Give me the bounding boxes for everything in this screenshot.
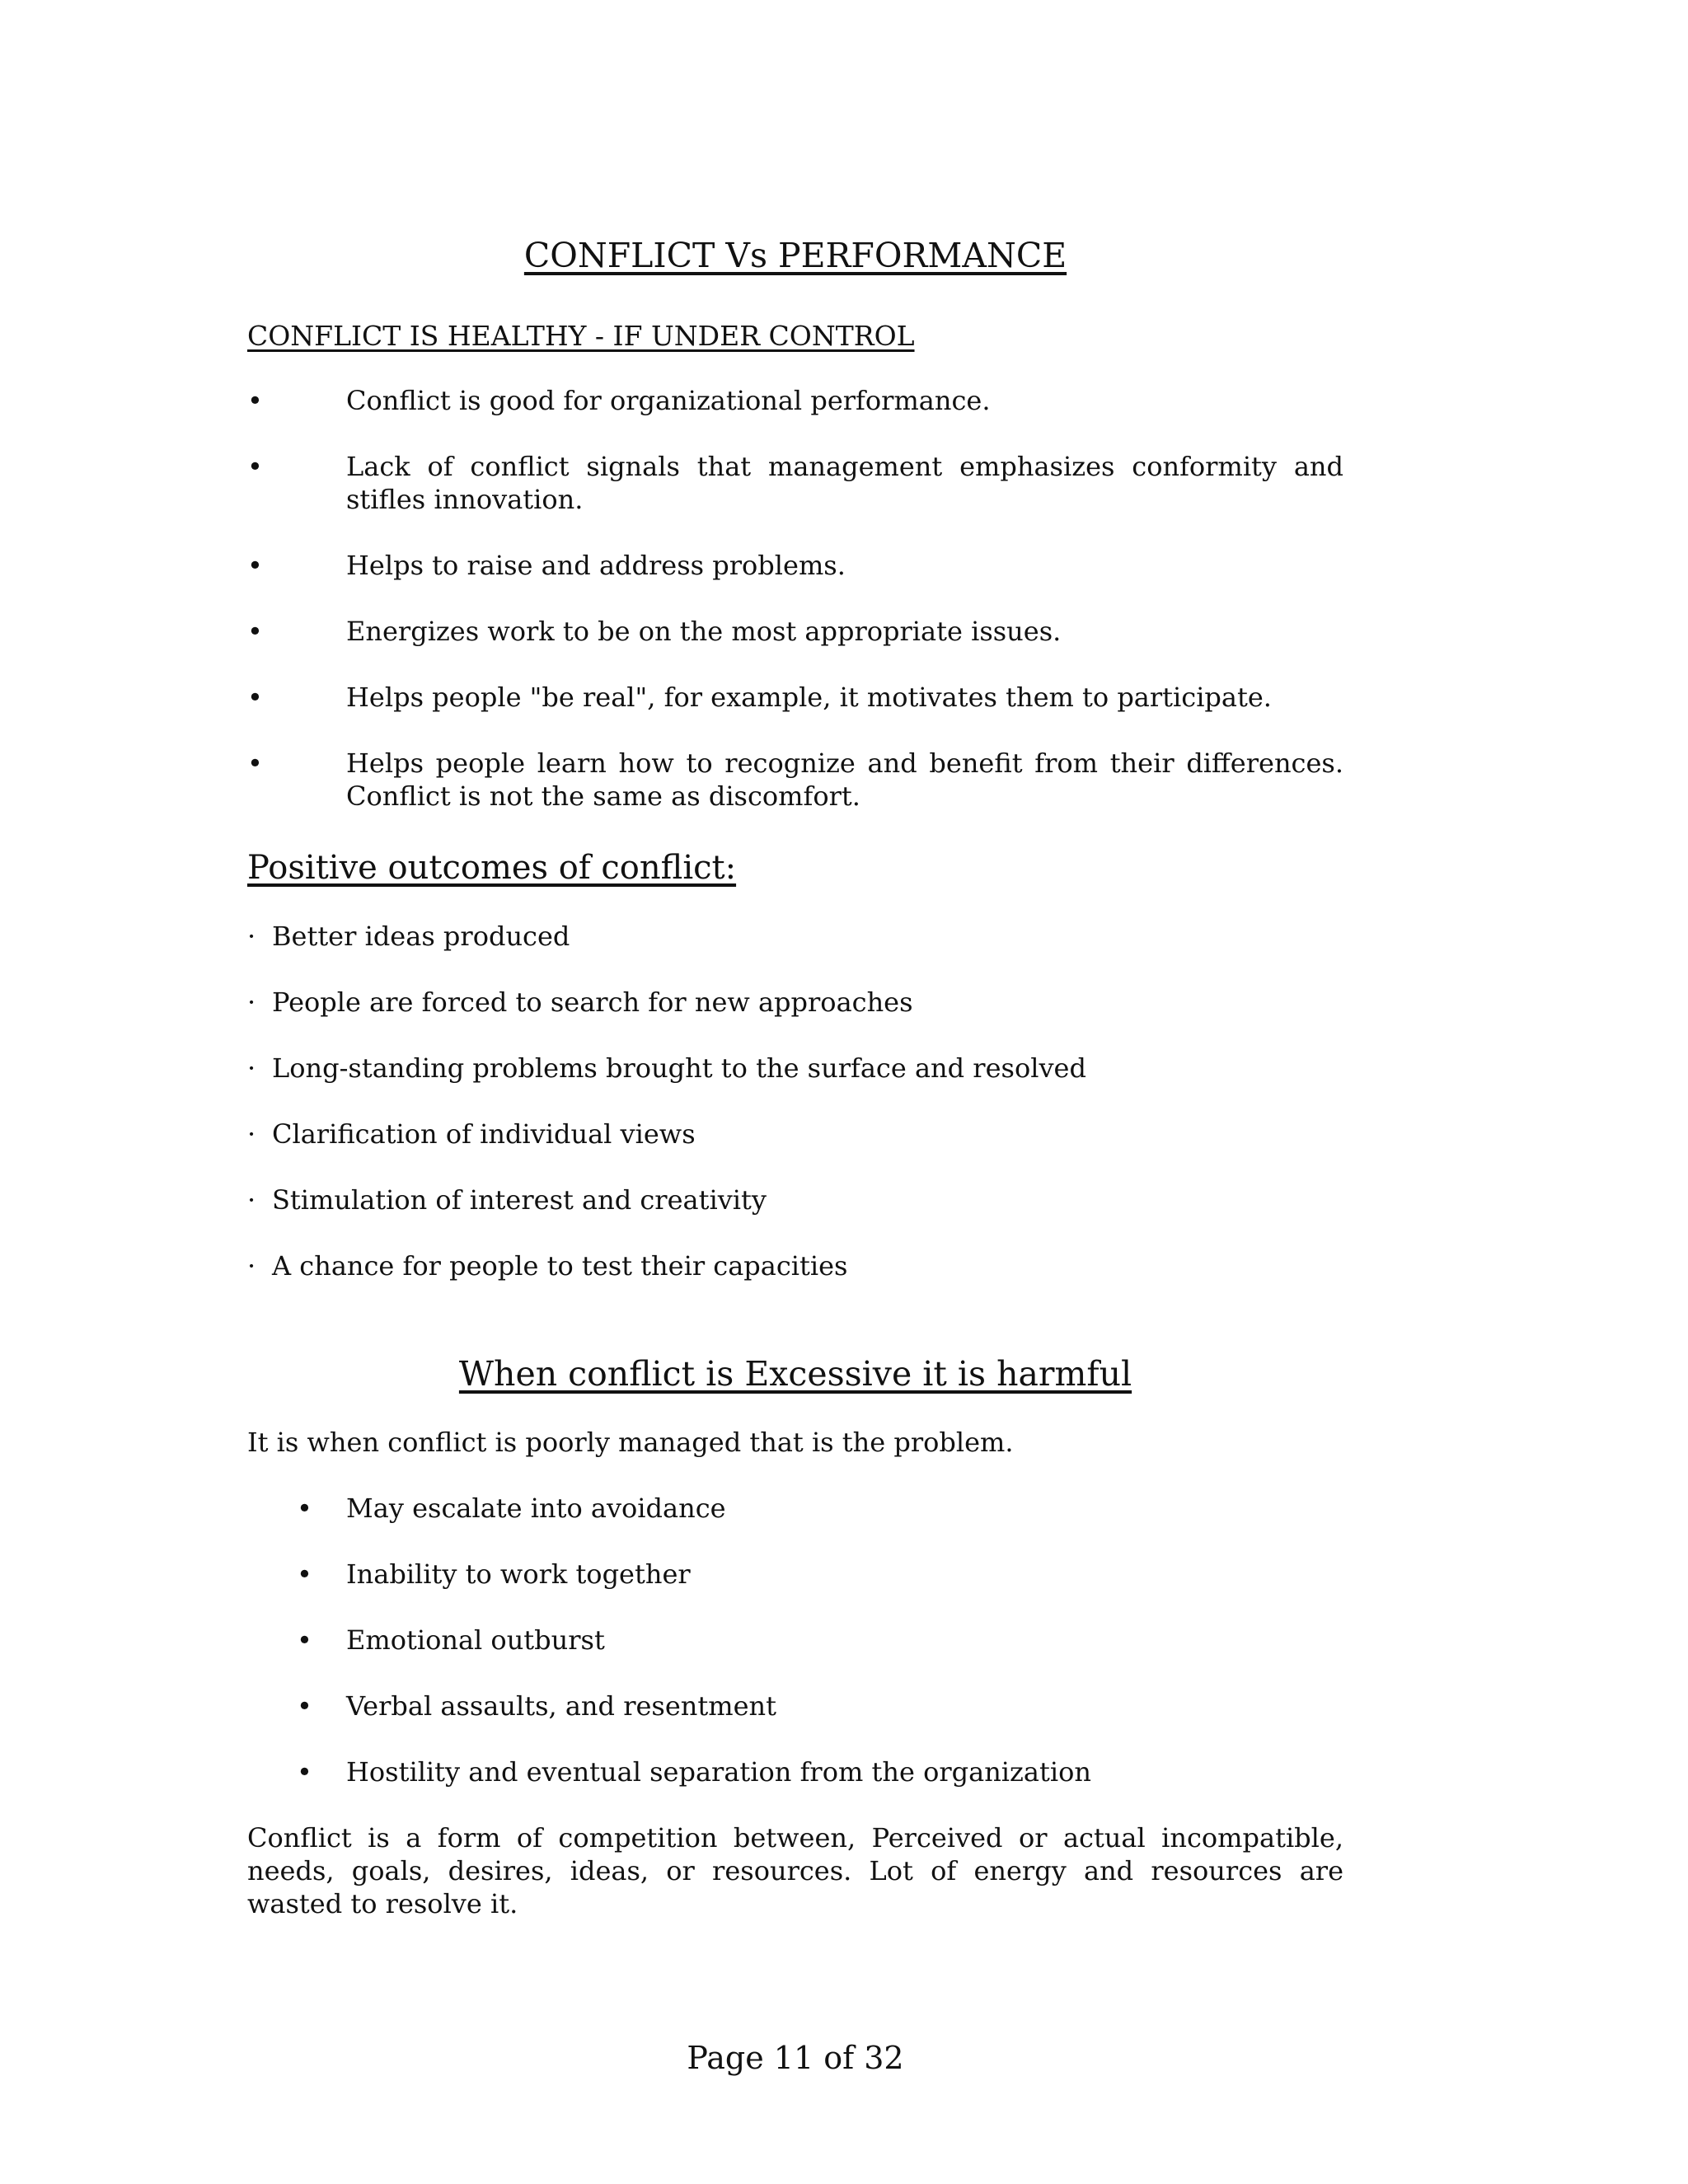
list-item: · Long-standing problems brought to the surface and resolved <box>247 1052 1086 1084</box>
bullet-icon: · <box>247 1118 256 1150</box>
list-item: · Stimulation of interest and creativity <box>247 1184 767 1216</box>
healthy-subheading: CONFLICT IS HEALTHY - IF UNDER CONTROL <box>247 320 915 352</box>
list-item: · Clarification of individual views <box>247 1118 696 1150</box>
list-item: · People are forced to search for new approaches <box>247 987 913 1018</box>
page-title: CONFLICT Vs PERFORMANCE <box>523 236 1067 275</box>
list-item: · A chance for people to test their capacities <box>247 1250 848 1282</box>
bullet-icon: • <box>247 748 263 779</box>
bullet-icon: • <box>247 451 263 482</box>
bullet-icon: • <box>297 1558 312 1590</box>
bullet-icon: • <box>247 385 263 416</box>
excessive-heading: When conflict is Excessive it is harmful <box>458 1354 1132 1394</box>
page-number: Page 11 of 32 <box>687 2040 904 2076</box>
document-page: CONFLICT Vs PERFORMANCE CONFLICT IS HEALTHY - IF UNDER CONTROL • Conflict is good for organizational performance. • Lack of conflict signals that management emphasizes conformity and stifles innovation. • Helps to raise and address problems. • Energizes work to be on the most appropriate issues. • Helps people "be real", for example, it motivates them to participate. • Helps people learn how to recognize and benefit from their differences. Conflict is not the same as discomfort. Positive outcomes of conflict: · Better ideas produced · People are forced to search for new approaches · Long-standing problems brought to the surface and resolved · Clarification of individual views · Stimulation of interest and creativity · A chance for people to test their capacities When conflict is Excessive it is harmful It is when conflict is poorly managed that is the problem. • May escalate into avoidance • Inability to work together • Emotional outburst • Verbal assaults, and resentment • Hostility and eventual separation from the organization Conflict is a form of competition between, Perceived or actual incompatible, needs, goals, desires, ideas, or resources. Lot of energy and resources are wasted to resolve it. Page 11 of 32 <box>247 236 1343 2076</box>
list-item: · Better ideas produced <box>247 921 570 952</box>
bullet-icon: • <box>247 682 263 713</box>
bullet-icon: • <box>247 550 263 581</box>
bullet-icon: • <box>297 1756 312 1788</box>
bullet-icon: · <box>247 1250 256 1282</box>
bullet-icon: · <box>247 1052 256 1084</box>
closing-paragraph: Conflict is a form of competition between, Perceived or actual incompatible, needs, goals, desires, ideas, or resources. Lot of energy and resources are wasted to resolve it. <box>247 1822 1343 1919</box>
excessive-intro: It is when conflict is poorly managed that is the problem. <box>247 1427 1014 1458</box>
bullet-icon: • <box>297 1690 312 1722</box>
positive-outcomes-heading: Positive outcomes of conflict: <box>247 849 737 887</box>
bullet-icon: • <box>247 616 263 647</box>
bullet-icon: • <box>297 1493 312 1524</box>
bullet-icon: • <box>297 1624 312 1656</box>
bullet-icon: · <box>247 921 256 952</box>
bullet-icon: · <box>247 987 256 1018</box>
bullet-icon: · <box>247 1184 256 1216</box>
